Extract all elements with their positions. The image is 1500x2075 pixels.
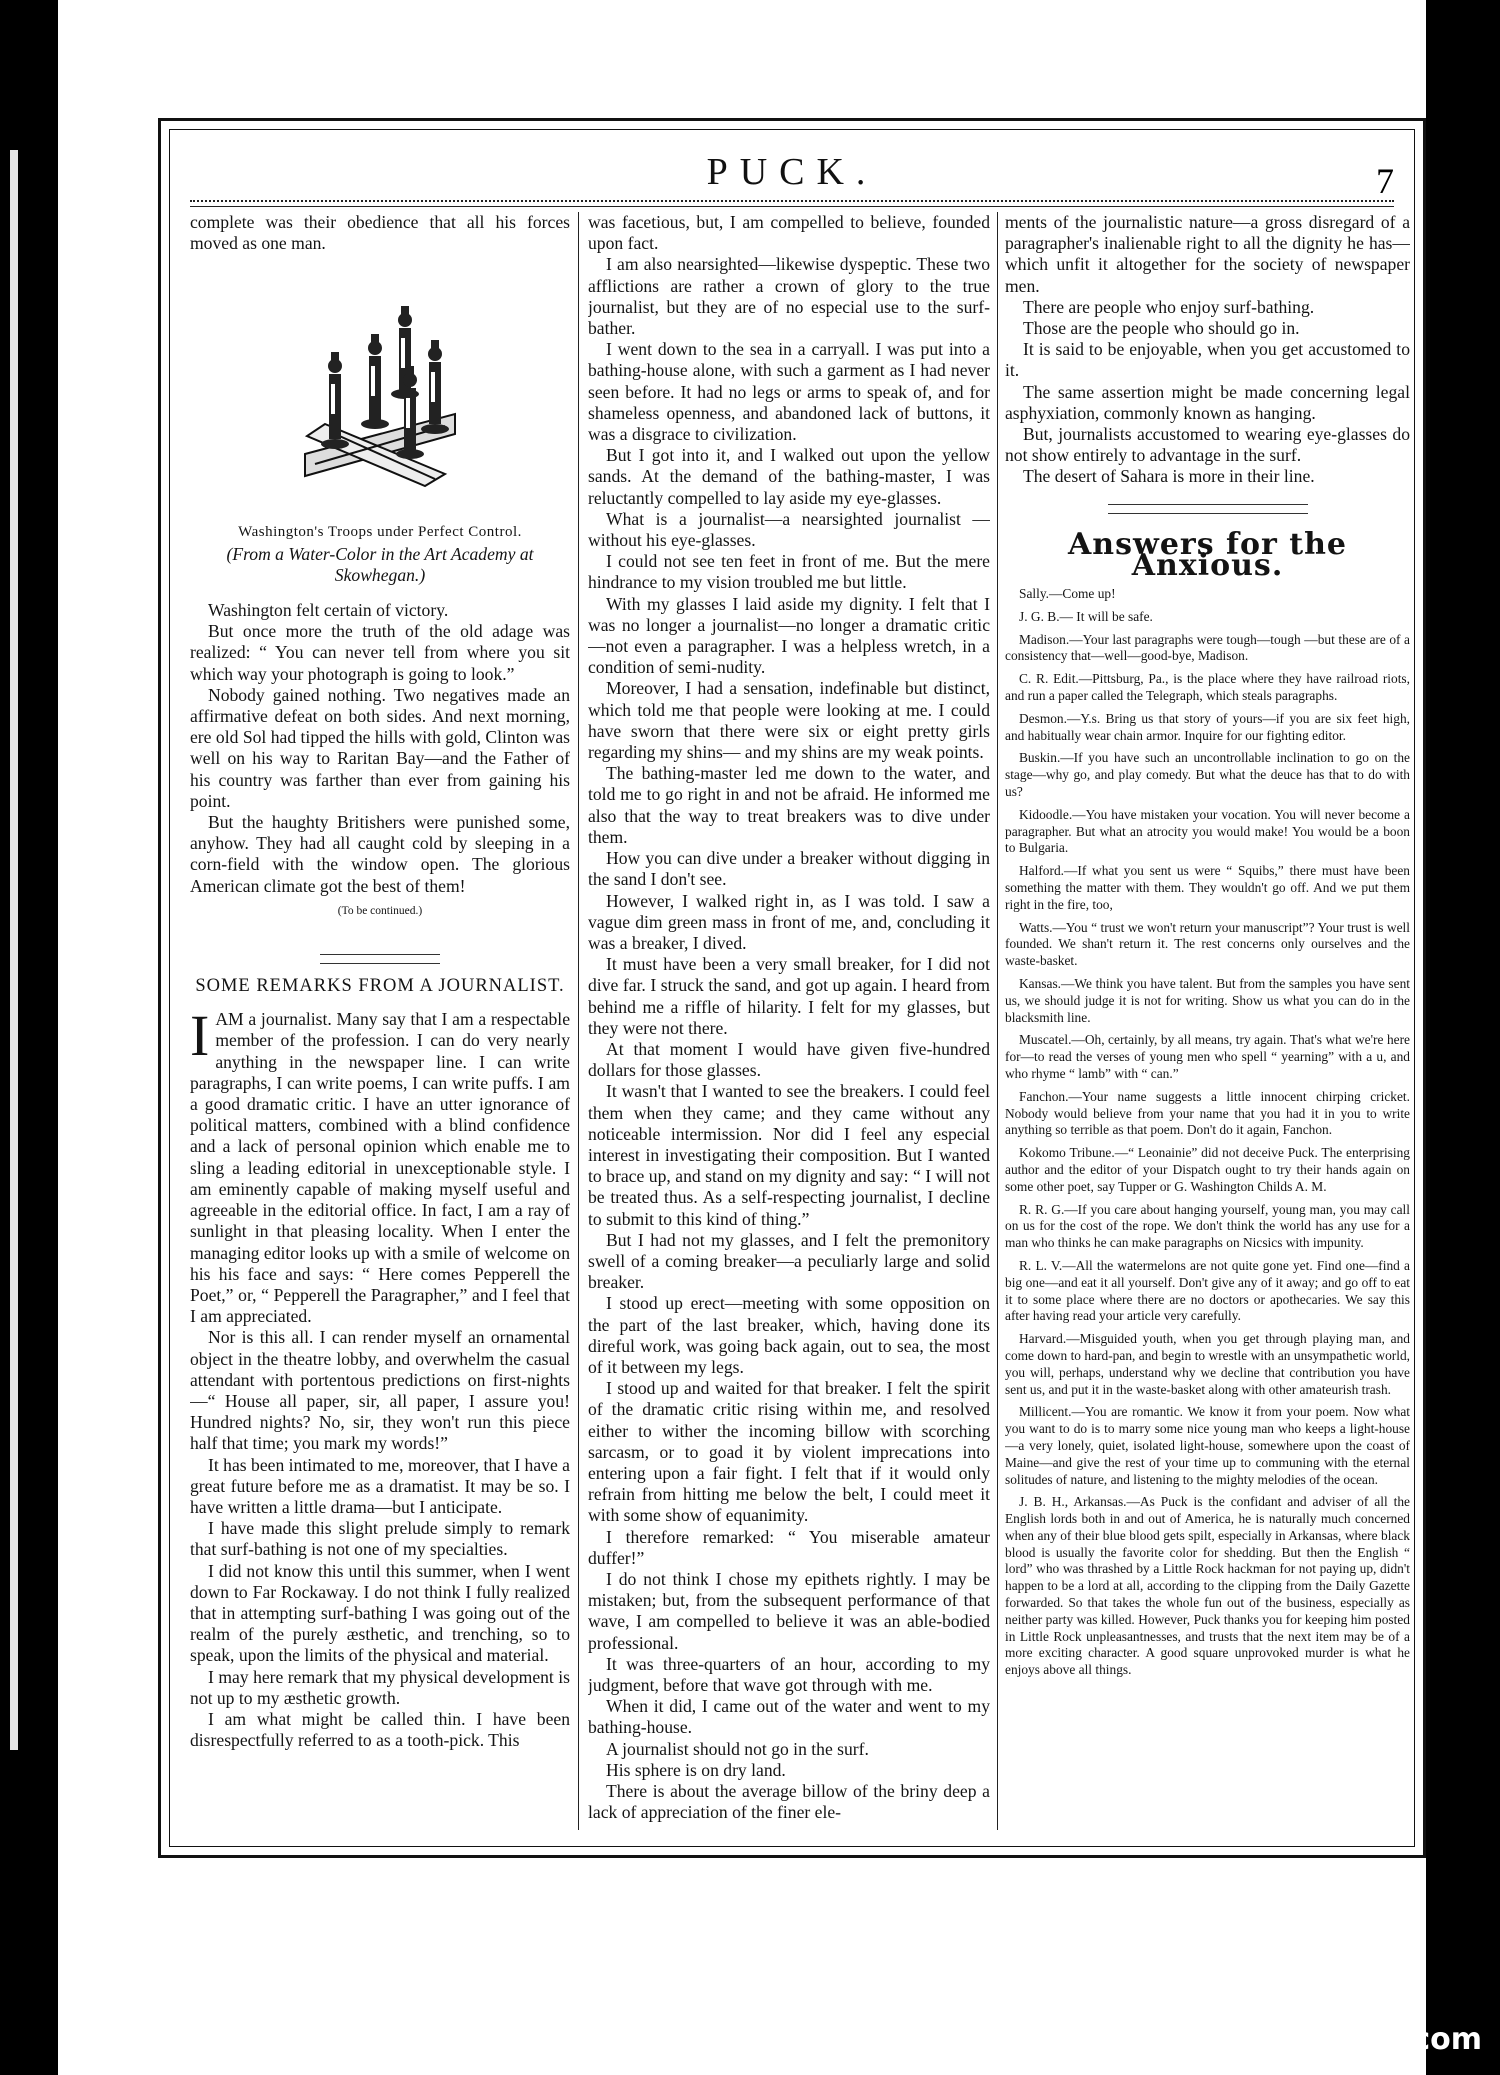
column-1 [190, 212, 570, 1830]
paragraph: Nor is this all. I can render myself an ornamental object in the theatre lobby, and overwhelm the casual attendant with portentous predictions on first-nights—“ House all paper, sir, all paper, I assure you! Hundred nights? No, sir, they won't run this piece half that time; you mark my words!” [190, 1327, 570, 1454]
paragraph: I stood up and waited for that breaker. I felt the spirit of the dramatic critic rising within me, and resolved either to wither the incoming billow with scorching sarcasm, or to goad it by violent imprecations into entering upon a fair fight. I felt that if it would only refrain from hitting me below the belt, I could meet it with some show of equanimity. [588, 1378, 990, 1526]
paragraph: was facetious, but, I am compelled to believe, founded upon fact. [588, 212, 990, 254]
paragraph: But I got into it, and I walked out upon the yellow sands. At the demand of the bathing-master, I was reluctantly compelled to lay aside my eye-glasses. [588, 445, 990, 508]
paragraph: I could not see ten feet in front of me. But the mere hindrance to my vision troubled me but little. [588, 551, 990, 593]
section-divider [320, 954, 440, 964]
paragraph: With my glasses I laid aside my dignity. I felt that I was no longer a journalist—no longer a dramatic critic—not even a paragrapher. I was a helpless wretch, in a condition of semi-nudity. [588, 593, 990, 678]
answer-item: Kidoodle.—You have mistaken your vocation. You will never become a paragrapher. But what an atrocity you would make! You would be a boon to Bulgaria. [1005, 806, 1410, 856]
answer-item: J. B. H., Arkansas.—As Puck is the confidant and adviser of all the English lords both in and out of America, he is naturally much concerned when any of their blue blood gets spilt, especially in Arkansas, where black blood is usually the favorite color for shedding. But then the English “ lord” who was thrashed by a Little Rock hackman for not paying up, didn't happen to be a lord at all, according to the clipping from the Daily Gazette forwarded. So that takes the whole fun out of the business, especially as neither party was killed. However, Puck thanks you for keeping him posted in Little Rock unpleasantnesses, and trusts that the next item may be of a more exciting character. A good square unprovoked murder is what he enjoys above all things. [1005, 1494, 1410, 1678]
magazine-page [58, 0, 1426, 2075]
page-frame-inner [169, 129, 1415, 1847]
answer-item: Madison.—Your last paragraphs were tough—tough —but these are of a consistency that—well—good-bye, Madison. [1005, 631, 1410, 664]
answer-item: Watts.—You “ trust we won't return your manuscript”? Your trust is well founded. We shan't return it. The rest concerns only ourselves and the waste-basket. [1005, 919, 1410, 969]
drop-cap: I [190, 1003, 210, 1069]
masthead: PUCK. [706, 151, 878, 193]
page-number: 7 [1376, 161, 1394, 201]
paragraph: It is said to be enjoyable, when you get accustomed to it. [1005, 339, 1410, 381]
paragraph: There is about the average billow of the briny deep a lack of appreciation of the finer ele- [588, 1781, 990, 1823]
paragraph: I am what might be called thin. I have been disrespectfully referred to as a tooth-pick. This [190, 1708, 570, 1751]
paragraph: I went down to the sea in a carryall. I was put into a bathing-house alone, with such a garment as I had never seen before. It had no legs or arms to speak of, and for shameless openness, and abandoned lack of buttons, it was a disgrace to civilization. [588, 339, 990, 445]
answer-item: Desmon.—Y.s. Bring us that story of yours—if you are six feet high, and habitually wear chain armor. Inquire for our fighting editor. [1005, 710, 1410, 743]
paragraph: What is a journalist—a nearsighted journalist —without his eye-glasses. [588, 508, 990, 551]
paragraph: It was three-quarters of an hour, according to my judgment, before that wave got through with me. [588, 1653, 990, 1696]
answer-item: Halford.—If what you sent us were “ Squibs,” there must have been something the matter with them. They wouldn't go off. And we put them right in the fire, too, [1005, 863, 1410, 912]
answer-item: C. R. Edit.—Pittsburg, Pa., is the place where they have railroad riots, and run a paper called the Telegraph, which steals paragraphs. [1005, 671, 1410, 704]
paragraph: But I had not my glasses, and I felt the premonitory swell of a coming breaker—a peculiarly large and solid breaker. [588, 1229, 990, 1293]
column-divider-1 [578, 212, 579, 1830]
paragraph: The desert of Sahara is more in their line. [1023, 466, 1315, 487]
paragraph: Washington felt certain of victory. [208, 600, 449, 621]
paragraph: How you can dive under a breaker without digging in the sand I don't see. [588, 848, 990, 890]
paragraph: I have made this slight prelude simply to remark that surf-bathing is not one of my specialties. [190, 1518, 570, 1560]
paragraph: His sphere is on dry land. [606, 1759, 786, 1780]
illustration-caption: Washington's Troops under Perfect Control. [238, 524, 522, 541]
paragraph: Those are the people who should go in. [1023, 318, 1300, 339]
answer-item: Harvard.—Misguided youth, when you get through playing man, and come down to hard-pan, and begin to wrestle with an unsympathetic world, you will, perhaps, understand why we decline that contribution you have sent us, and put it in the waste-basket along with other amateurish trash. [1005, 1331, 1410, 1397]
header-rule [190, 200, 1394, 207]
answers-title: Answers for the Anxious. [1068, 526, 1347, 583]
paragraph: complete was their obedience that all his forces moved as one man. [190, 212, 570, 254]
paragraph: It must have been a very small breaker, for I did not dive far. I struck the sand, and got up again. I heard from behind me a riffle of hilarity. I felt for my glasses, but they were not there. [588, 954, 990, 1038]
section-divider [1108, 504, 1308, 514]
column-2 [588, 212, 990, 1830]
to-be-continued: (To be continued.) [337, 904, 423, 917]
paragraph: However, I walked right in, as I was told. I saw a vague dim green mass in front of me, and, concluding it was a breaker, I dived. [588, 890, 990, 953]
answers-list [1005, 586, 1410, 1679]
page-header [170, 150, 1414, 200]
paragraph: The same assertion might be made concerning legal asphyxiation, commonly known as hanging. [1005, 381, 1410, 423]
watermark: comicbooks.com [1202, 2022, 1482, 2057]
paragraph: Moreover, I had a sensation, indefinable but distinct, which told me that people were looking at me. I could have sworn that there were six or eight pretty girls regarding my shins— and my shins are my weak points. [588, 678, 990, 763]
toy-soldiers-illustration [295, 304, 465, 504]
paragraph: Nobody gained nothing. Two negatives made an affirmative defeat on both sides. And next morning, ere old Sol had tipped the hills with gold, Clinton was well on his way to Raritan Bay—and the Father of his country was farther than ever from gaining his point. [190, 684, 570, 811]
paragraph: I did not know this until this summer, when I went down to Far Rockaway. I do not think I fully realized that in attempting surf-bathing I was going out of the realm of the purely æsthetic, and trenching, so to speak, upon the limits of the physical and material. [190, 1560, 570, 1666]
spine-strip [10, 150, 18, 1750]
answer-item: Kokomo Tribune.—“ Leonainie” did not deceive Puck. The enterprising author and the editor of your Dispatch ought to try their hands again on some other poet, say Tupper or G. Washington Childs A. M. [1005, 1145, 1410, 1194]
answer-item: Sally.—Come up! [1019, 586, 1116, 602]
paragraph: ments of the journalistic nature—a gross disregard of a paragrapher's inalienable right to all the dignity he has—which unfit it altogether for the society of newspaper men. [1005, 212, 1410, 296]
paragraph: At that moment I would have given five-hundred dollars for those glasses. [588, 1038, 990, 1081]
answer-item: Muscatel.—Oh, certainly, by all means, try again. That's what we're here for—to read the verses of young men who spell “ yearning” with a u, and who rhyme “ lamb” with “ can.” [1005, 1032, 1410, 1081]
answer-item: Fanchon.—Your name suggests a little innocent chirping cricket. Nobody would believe from your name that you had it in you to write anything so terrible as that poem. Don't do it again, Fanchon. [1005, 1088, 1410, 1138]
illustration-credit: (From a Water-Color in the Art Academy at Skowhegan.) [226, 543, 534, 585]
paragraph: A journalist should not go in the surf. [606, 1738, 869, 1759]
paragraph: AM a journalist. Many say that I am a respectable member of the profession. I can do very nearly anything in the newspaper line. I can write paragraphs, I can write poems, I can write puffs. I am a good dramatic critic. I have an utter ignorance of political matters, combined with a blind confidence and a lack of personal opinion which enable me to sling a leading editorial in unexceptionable style. I am eminently capable of making myself useful and agreeable in the editorial office. In fact, I am a ray of sunlight in that pleasing locality. When I enter the managing editor looks up with a smile of welcome on his his face and says: “ Here comes Pepperell the Poet,” or, “ Pepperell the Paragrapher,” and I feel that I am appreciated. [190, 1009, 570, 1327]
binding-spine [0, 0, 58, 2075]
paragraph: I therefore remarked: “ You miserable amateur duffer!” [588, 1526, 990, 1568]
answer-item: Millicent.—You are romantic. We know it from your poem. Now what you want to do is to marry some nice young man who keeps a light-house—a very lonely, quiet, isolated light-house, somewhere upon the coast of Maine—and give the rest of your time up to communing with the eternal solitudes of nature, and listening to the mighty melodies of the ocean. [1005, 1404, 1410, 1487]
paragraph: I stood up erect—meeting with some opposition on the part of the last breaker, which, having done its direful work, was going back again, out to sea, the most of it between my legs. [588, 1293, 990, 1377]
paragraph: I am also nearsighted—likewise dyspeptic. These two afflictions are rather a crown of glory to the true journalist, but they are of no especial use to the surf-bather. [588, 254, 990, 339]
paragraph: I do not think I chose my epithets rightly. I may be mistaken; but, from the subsequent performance of that wave, I am compelled to believe it was an able-bodied professional. [588, 1569, 990, 1653]
paragraph: There are people who enjoy surf-bathing. [1023, 296, 1315, 317]
answer-item: J. G. B.— It will be safe. [1019, 608, 1153, 624]
answer-item: R. R. G.—If you care about hanging yourself, young man, you may call on us for the cost of the rope. We don't think the world has any use for a man who thinks he can make paragraphs on Nicsics with impunity. [1005, 1201, 1410, 1251]
column-3 [1005, 212, 1410, 1830]
paragraph: I may here remark that my physical development is not up to my æsthetic growth. [190, 1666, 570, 1708]
answer-item: Kansas.—We think you have talent. But from the samples you have sent us, we should judge it is not for writing. Show us what you can do in the blacksmith line. [1005, 975, 1410, 1025]
paragraph: But, journalists accustomed to wearing eye-glasses do not show entirely to advantage in the surf. [1005, 424, 1410, 466]
paragraph: It wasn't that I wanted to see the breakers. I could feel them when they came; and they came without any noticeable intermission. Nor did I feel any especial interest in investigating their composition. But I wanted to brace up, and stand on my dignity and say: “ I will not be treated thus. As a self-respecting journalist, I decline to submit to this kind of thing.” [588, 1081, 990, 1229]
answer-item: Buskin.—If you have such an uncontrollable inclination to go on the stage—why go, and play comedy. But what the deuce has that to do with us? [1005, 750, 1410, 800]
paragraph: It has been intimated to me, moreover, that I have a great future before me as a dramatist. It may be so. I have written a little drama—but I anticipate. [190, 1454, 570, 1517]
paragraph: But once more the truth of the old adage was realized: “ You can never tell from where you sit which way your photograph is going to look.” [190, 621, 570, 684]
column-divider-2 [997, 212, 998, 1830]
paragraph: The bathing-master led me down to the water, and told me to go right in and not be afraid. He informed me also that the way to treat breakers was to dive under them. [588, 763, 990, 847]
paragraph: When it did, I came out of the water and went to my bathing-house. [588, 1696, 990, 1738]
answer-item: R. L. V.—All the watermelons are not quite gone yet. Find one—find a big one—and eat it all yourself. Don't give any of it away; and go off to eat it to some place where there are no doctors or apothecaries. We say this after having read your article very carefully. [1005, 1257, 1410, 1324]
paragraph: But the haughty Britishers were punished some, anyhow. They had all caught cold by sleeping in a corn-field with the window open. The glorious American climate got the best of them! [190, 812, 570, 896]
article-title: SOME REMARKS FROM A JOURNALIST. [195, 976, 565, 997]
page-frame [158, 118, 1426, 1858]
